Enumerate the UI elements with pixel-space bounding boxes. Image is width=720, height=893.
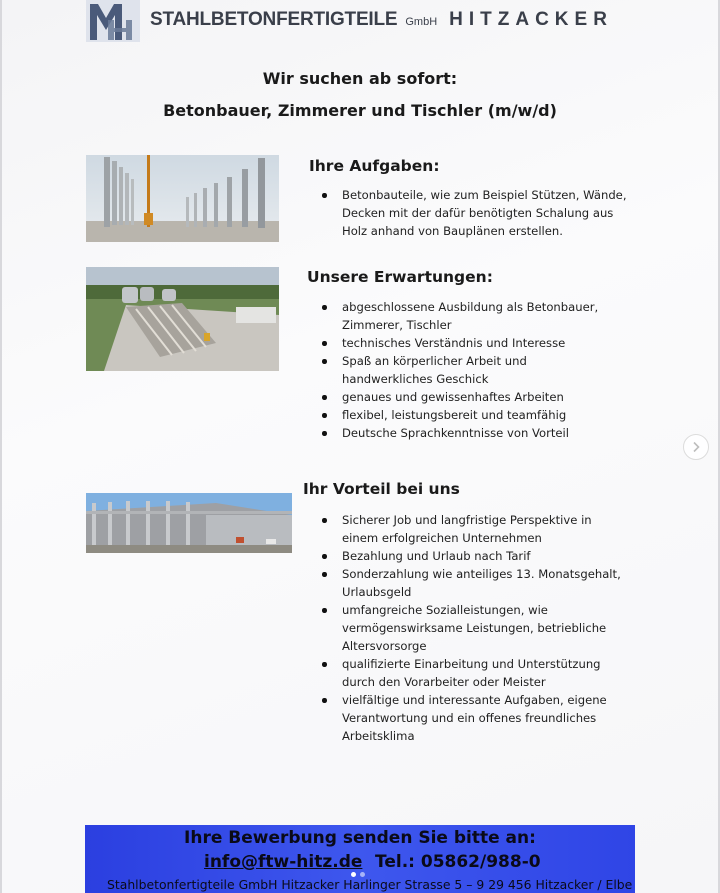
- carousel-dot[interactable]: [351, 872, 356, 877]
- company-logo: [86, 0, 140, 42]
- list-item: genaues und gewissenhaftes Arbeiten: [320, 388, 620, 406]
- expectations-list: [320, 298, 620, 442]
- company-legal-form: GmbH: [405, 16, 438, 28]
- list-item: Deutsche Sprachkenntnisse von Vorteil: [320, 424, 620, 442]
- carousel-next-button[interactable]: [683, 434, 709, 460]
- list-item: Sicherer Job und langfristige Perspektive in einem erfolgreichen Unternehmen: [320, 511, 626, 547]
- company-city: HITZACKER: [449, 9, 613, 30]
- email-link[interactable]: info@ftw-hitz.de: [204, 852, 363, 872]
- list-item: Spaß an körperlicher Arbeit und handwerkliches Geschick: [320, 352, 620, 388]
- hall-construction-photo: [86, 493, 292, 553]
- benefits-heading: Ihr Vorteil bei uns: [303, 480, 460, 498]
- benefits-list: [320, 511, 626, 745]
- application-banner: [85, 825, 635, 893]
- chevron-right-icon: [690, 441, 702, 453]
- headline-positions: Betonbauer, Zimmerer und Tischler (m/w/d): [163, 101, 557, 120]
- company-name-main: STAHLBETONFERTIGTEILE: [150, 9, 398, 30]
- headline-intro: Wir suchen ab sofort:: [262, 69, 458, 88]
- page-edge: [0, 0, 2, 893]
- list-item: umfangreiche Sozialleistungen, wie vermögenswirksame Leistungen, betriebliche Altersvorsorge: [320, 601, 626, 655]
- application-cta: Ihre Bewerbung senden Sie bitte an:: [184, 828, 536, 848]
- list-item: Betonbauteile, wie zum Beispiel Stützen, Wände, Decken mit der dafür benötigten Schalung aus Holz anhand von Bauplänen erstellen.: [320, 186, 630, 240]
- list-item: qualifizierte Einarbeitung und Unterstützung durch den Vorarbeiter oder Meister: [320, 655, 626, 691]
- list-item: abgeschlossene Ausbildung als Betonbauer, Zimmerer, Tischler: [320, 298, 620, 334]
- company-address: Stahlbetonfertigteile GmbH Hitzacker Harlinger Strasse 5 – 9 29 456 Hitzacker / Elbe: [107, 877, 633, 892]
- list-item: Bezahlung und Urlaub nach Tarif: [320, 547, 626, 565]
- carousel-indicator: [351, 872, 365, 877]
- list-item: flexibel, leistungsbereit und teamfähig: [320, 406, 620, 424]
- list-item: Sonderzahlung wie anteiliges 13. Monatsgehalt, Urlaubsgeld: [320, 565, 626, 601]
- tasks-list: [320, 186, 630, 240]
- list-item: vielfältige und interessante Aufgaben, eigene Verantwortung und ein offenes freundliches Arbeitsklima: [320, 691, 626, 745]
- phone-number: Tel.: 05862/988-0: [375, 852, 541, 872]
- factory-aerial-photo: [86, 267, 279, 371]
- list-item: technisches Verständnis und Interesse: [320, 334, 620, 352]
- company-name: [150, 9, 613, 33]
- tasks-heading: Ihre Aufgaben:: [309, 157, 440, 175]
- construction-columns-photo: [86, 155, 279, 242]
- expectations-heading: Unsere Erwartungen:: [307, 268, 493, 286]
- carousel-dot[interactable]: [360, 872, 365, 877]
